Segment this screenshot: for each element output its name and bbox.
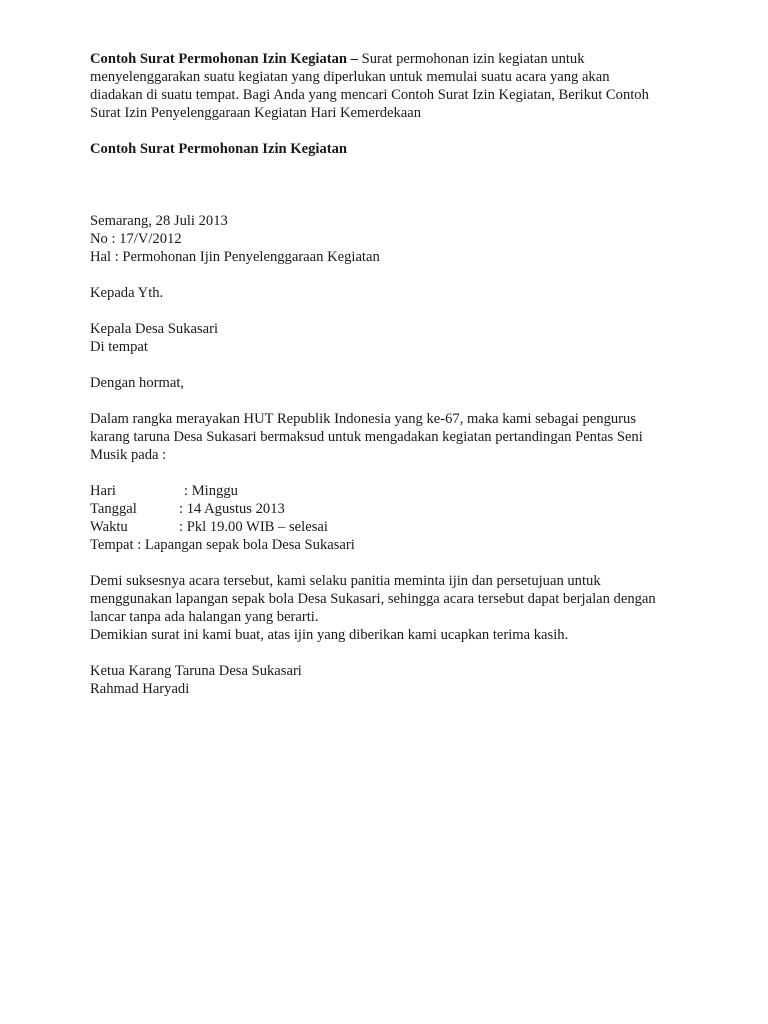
- detail-value: : Minggu: [184, 483, 238, 499]
- paragraph-line: Demikian surat ini kami buat, atas ijin yang diberikan kami ucapkan terima kasih.: [90, 627, 569, 643]
- intro-text: Surat permohonan izin kegiatan untuk: [361, 51, 585, 67]
- detail-row-waktu: [90, 518, 710, 536]
- place-date: Semarang, 28 Juli 2013: [90, 213, 228, 229]
- intro-line: Surat Izin Penyelenggaraan Kegiatan Hari Kemerdekaan: [90, 105, 422, 121]
- detail-row-hari: [90, 482, 710, 500]
- paragraph-line: menggunakan lapangan sepak bola Desa Sukasari, sehingga acara tersebut dapat berjalan dengan: [90, 591, 656, 607]
- detail-value: : 14 Agustus 2013: [179, 501, 285, 517]
- detail-label: Waktu: [90, 519, 128, 535]
- recipient: Kepala Desa Sukasari: [90, 321, 219, 337]
- intro-title: Contoh Surat Permohonan Izin Kegiatan: [90, 51, 348, 67]
- body-paragraph-2: [90, 572, 710, 644]
- intro-line: menyelenggarakan suatu kegiatan yang diperlukan untuk memulai suatu acara yang akan: [90, 69, 610, 85]
- letter-number: No : 17/V/2012: [90, 231, 182, 247]
- paragraph-line: Dalam rangka merayakan HUT Republik Indonesia yang ke-67, maka kami sebagai pengurus: [90, 411, 637, 427]
- to-label: Kepada Yth.: [90, 285, 164, 301]
- body-paragraph-1: [90, 410, 710, 464]
- detail-row-tanggal: [90, 500, 710, 518]
- event-details: [90, 482, 710, 554]
- signature-block: [90, 662, 710, 698]
- detail-row-tempat: Tempat : Lapangan sepak bola Desa Sukasari: [90, 537, 355, 553]
- intro-line: diadakan di suatu tempat. Bagi Anda yang mencari Contoh Surat Izin Kegiatan, Berikut Contoh: [90, 87, 649, 103]
- intro-line: [90, 50, 710, 68]
- paragraph-line: karang taruna Desa Sukasari bermaksud untuk mengadakan kegiatan pertandingan Pentas Seni: [90, 429, 643, 445]
- signature-name: Rahmad Haryadi: [90, 681, 190, 697]
- intro-dash: –: [347, 51, 362, 67]
- letter-subject: Hal : Permohonan Ijin Penyelenggaraan Kegiatan: [90, 249, 380, 265]
- letter-header: [90, 212, 710, 266]
- greeting: Dengan hormat,: [90, 375, 185, 391]
- detail-label: Hari: [90, 483, 116, 499]
- intro-paragraph: [90, 50, 710, 122]
- signature-role: Ketua Karang Taruna Desa Sukasari: [90, 663, 302, 679]
- document-page: [90, 50, 710, 698]
- detail-label: Tanggal: [90, 501, 137, 517]
- paragraph-line: Musik pada :: [90, 447, 167, 463]
- recipient-place: Di tempat: [90, 339, 148, 355]
- paragraph-line: lancar tanpa ada halangan yang berarti.: [90, 609, 319, 625]
- paragraph-line: Demi suksesnya acara tersebut, kami selaku panitia meminta ijin dan persetujuan untuk: [90, 573, 601, 589]
- detail-value: : Pkl 19.00 WIB – selesai: [179, 519, 328, 535]
- letter-heading: Contoh Surat Permohonan Izin Kegiatan: [90, 141, 348, 157]
- recipient-block: [90, 320, 710, 356]
